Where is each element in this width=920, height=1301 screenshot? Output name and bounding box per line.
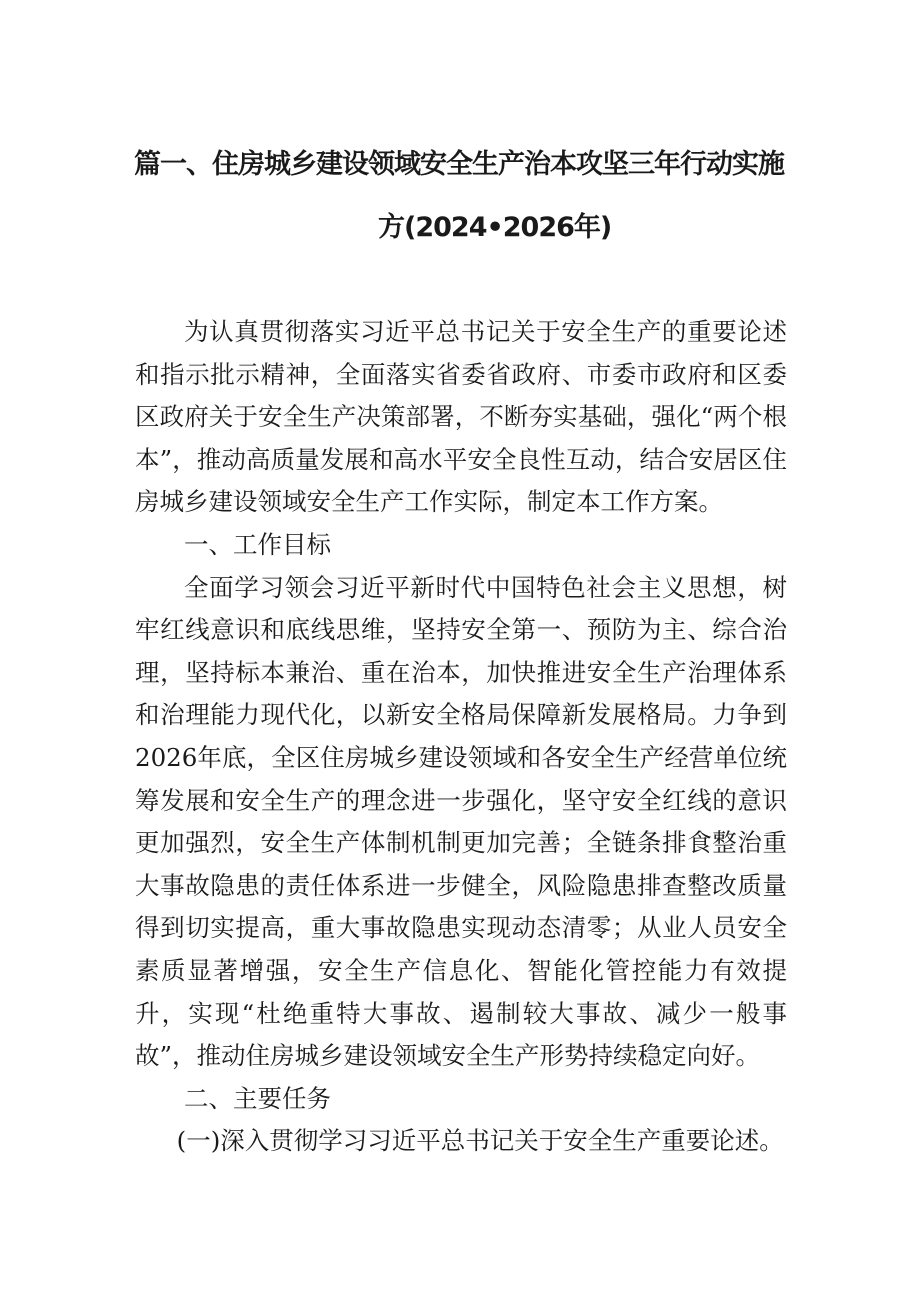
document-body (135, 311, 787, 1163)
document-title-line-2: 方(2024•2026年) (378, 212, 612, 243)
section-heading-main-tasks: 二、主要任务 (184, 1083, 331, 1113)
work-goals-paragraph: 全面学习领会习近平新时代中国特色社会主义思想，树牢红线意识和底线思维，坚持安全第一、预防为主、综合治理，坚持标本兼治、重在治本，加快推进安全生产治理体系和治理能力现代化，以新安全格局保障新发展格局。力争到2026年底，全区住房城乡建设领域和各安全生产经营单位统筹发展和安全生产的理念进一步强化，坚守安全红线的意识更加强烈，安全生产体制机制更加完善；全链条排食整治重大事故隐患的责任体系进一步健全，风险隐患排查整改质量得到切实提高，重大事故隐患实现动态清零；从业人员安全素质显著增强，安全生产信息化、智能化管控能力有效提升，实现“杜绝重特大事故、遏制较大事故、减少一般事故”，推动住房城乡建设领域安全生产形势持续稳定向好。 (135, 572, 787, 1071)
intro-paragraph: 为认真贯彻落实习近平总书记关于安全生产的重要论述和指示批示精神，全面落实省委省政府、市委市政府和区委区政府关于安全生产决策部署，不断夯实基础，强化“两个根本”，推动高质量发展和高水平安全良性互动，结合安居区住房城乡建设领域安全生产工作实际，制定本工作方案。 (135, 317, 787, 517)
main-tasks-subheading-1: (一)深入贯彻学习习近平总书记关于安全生产重要论述。 (176, 1126, 784, 1156)
document-title-line-1: 篇一、住房城乡建设领域安全生产治本攻坚三年行动实施 (134, 149, 784, 180)
section-heading-work-goals: 一、工作目标 (184, 529, 331, 559)
